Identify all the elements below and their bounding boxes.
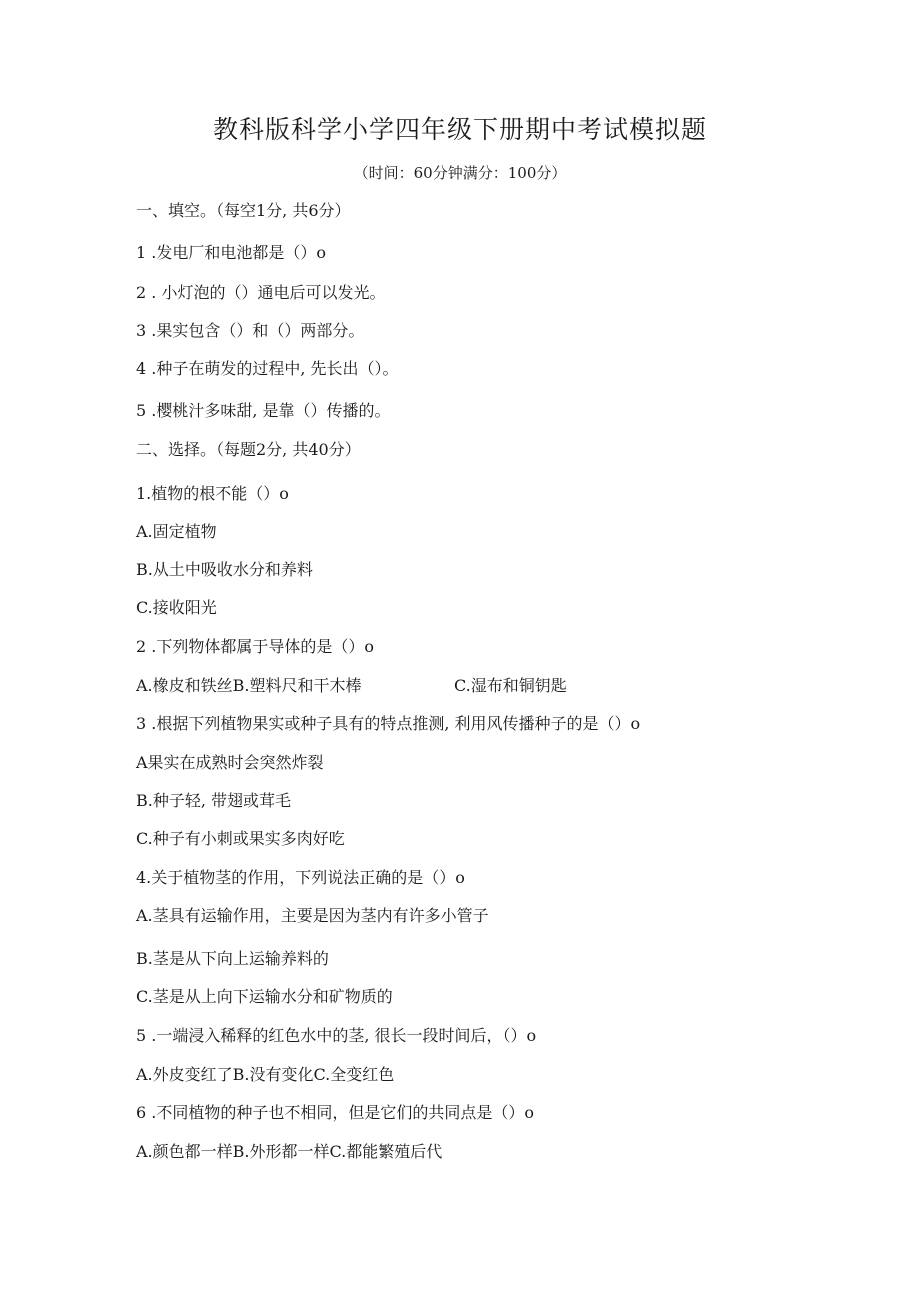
fill-blank-1: 1 .发电厂和电池都是（）o [136,243,326,262]
question-4-option-b: B.茎是从下向上运输养料的 [136,949,329,968]
fill-blank-2: 2 . 小灯泡的（）通电后可以发光。 [136,283,386,302]
question-1-option-b: B.从土中吸收水分和养料 [136,560,313,579]
question-2-options-ab: A.橡皮和铁丝B.塑料尺和干木棒 [136,676,362,695]
question-3-option-a: A果实在成熟时会突然炸裂 [136,753,324,772]
question-4-option-c: C.茎是从上向下运输水分和矿物质的 [136,987,393,1006]
question-2-option-c: C.湿布和铜钥匙 [454,676,567,695]
question-6-options: A.颜色都一样B.外形都一样C.都能繁殖后代 [136,1142,443,1161]
question-4-stem: 4.关于植物茎的作用，下列说法正确的是（）o [136,868,465,887]
question-3-option-b: B.种子轻, 带翅或茸毛 [136,791,292,810]
question-1-option-a: A.固定植物 [136,522,217,541]
question-4-option-a: A.茎具有运输作用，主要是因为茎内有许多小管子 [136,906,489,925]
question-6-stem: 6 .不同植物的种子也不相同，但是它们的共同点是（）o [136,1103,534,1122]
question-3-stem: 3 .根据下列植物果实或种子具有的特点推测, 利用风传播种子的是（）o [136,714,641,733]
question-2-stem: 2 .下列物体都属于导体的是（）o [136,637,374,656]
section-1-heading: 一、填空。（每空1分, 共6分） [136,201,351,220]
question-1-option-c: C.接收阳光 [136,598,217,617]
page-subtitle: （时间：60分钟满分：100分） [353,164,567,182]
question-5-options: A.外皮变红了B.没有变化C.全变红色 [136,1065,395,1084]
section-2-heading: 二、选择。（每题2分, 共40分） [136,440,361,459]
question-3-option-c: C.种子有小刺或果实多肉好吃 [136,829,345,848]
question-1-stem: 1.植物的根不能（）o [136,484,289,503]
page-title: 教科版科学小学四年级下册期中考试模拟题 [212,115,707,144]
fill-blank-4: 4 .种子在萌发的过程中, 先长出（）。 [136,359,399,378]
fill-blank-3: 3 .果实包含（）和（）两部分。 [136,321,365,340]
fill-blank-5: 5 .樱桃汁多味甜, 是靠（）传播的。 [136,401,391,420]
question-5-stem: 5 .一端浸入稀释的红色水中的茎, 很长一段时间后，（）o [136,1026,537,1045]
